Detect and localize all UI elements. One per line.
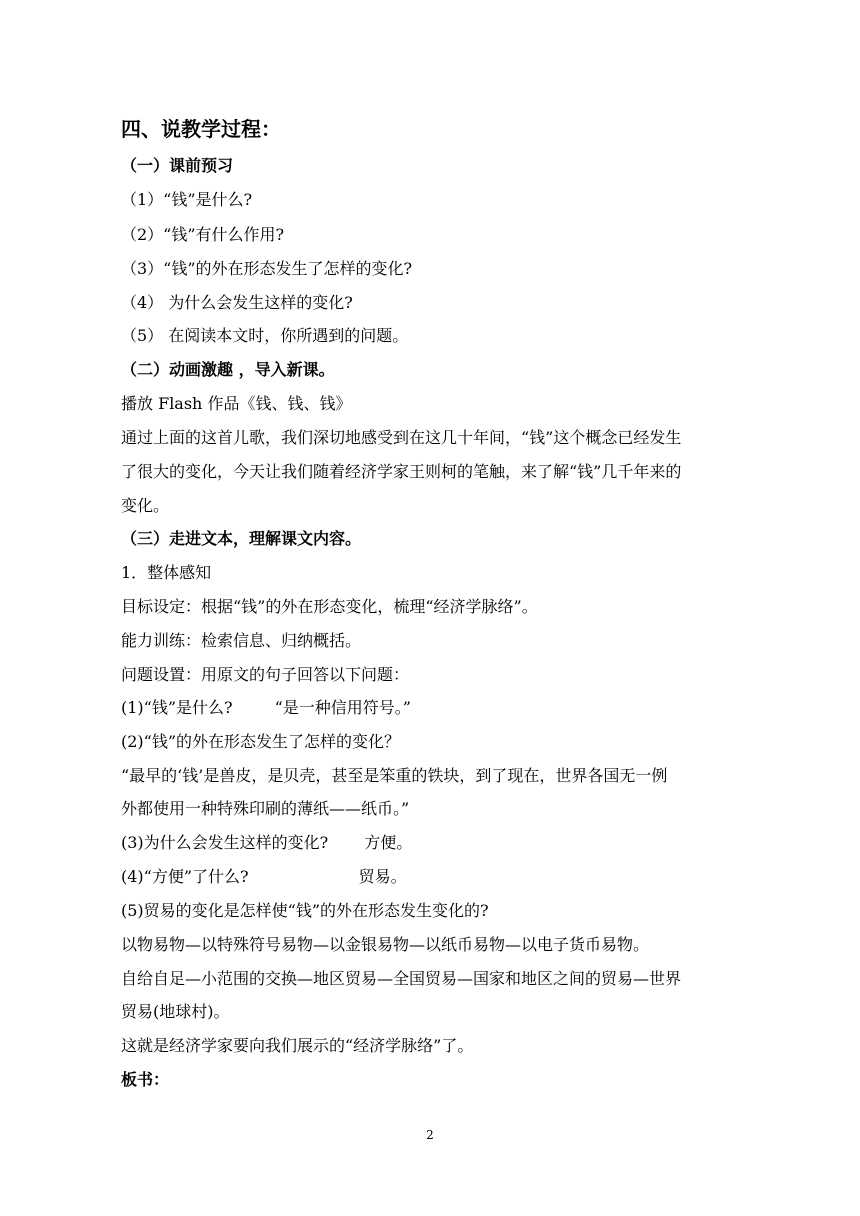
answer-3: 方便。 bbox=[364, 833, 413, 852]
answer-5-line-2: 自给自足—小范围的交换—地区贸易—全国贸易—国家和地区之间的贸易—世界 bbox=[121, 969, 682, 988]
skill-training: 能力训练：检索信息、归纳概括。 bbox=[121, 631, 362, 650]
paragraph-intro-line-1: 通过上面的这首儿歌，我们深切地感受到在这几十年间，“钱”这个概念已经发生 bbox=[121, 428, 682, 447]
preview-item-1: （1）“钱”是什么? bbox=[121, 190, 253, 209]
paragraph-intro-line-2: 了很大的变化，今天让我们随着经济学家王则柯的笔触，来了解“钱”几千年来的 bbox=[121, 462, 682, 481]
question-1: (1)“钱”是什么? bbox=[121, 698, 233, 717]
closing-sentence: 这就是经济学家要向我们展示的“经济学脉络”了。 bbox=[121, 1036, 474, 1055]
preview-item-2: （2）“钱”有什么作用? bbox=[121, 225, 285, 244]
question-setup: 问题设置：用原文的句子回答以下问题： bbox=[121, 665, 410, 684]
question-3: (3)为什么会发生这样的变化? bbox=[121, 833, 329, 852]
preview-item-3: （3）“钱”的外在形态发生了怎样的变化? bbox=[121, 259, 413, 278]
qa-row-3 bbox=[121, 833, 412, 853]
paragraph-flash: 播放 Flash 作品《钱、钱、钱》 bbox=[121, 394, 352, 413]
preview-item-4: （4） 为什么会发生这样的变化? bbox=[121, 293, 353, 312]
section-heading: 四、说教学过程： bbox=[121, 117, 281, 141]
subsection-title-preview: （一）课前预习 bbox=[121, 156, 234, 175]
answer-1: “是一种信用符号。” bbox=[274, 698, 411, 717]
answer-5-line-1: 以物易物—以特殊符号易物—以金银易物—以纸币易物—以电子货币易物。 bbox=[121, 935, 650, 954]
overall-perception: 1．整体感知 bbox=[121, 563, 212, 582]
answer-2-line-2: 外都使用一种特殊印刷的薄纸——纸币。” bbox=[121, 799, 410, 818]
subsection-title-text: （三）走进文本，理解课文内容。 bbox=[121, 529, 362, 548]
question-2: (2)“钱”的外在形态发生了怎样的变化？ bbox=[121, 732, 401, 751]
page-number: 2 bbox=[426, 1128, 434, 1142]
qa-row-4 bbox=[121, 867, 407, 887]
blackboard-label: 板书： bbox=[121, 1070, 170, 1089]
paragraph-intro-line-3: 变化。 bbox=[121, 496, 170, 515]
answer-5-line-3: 贸易(地球村)。 bbox=[121, 1002, 230, 1021]
preview-item-5: （5） 在阅读本文时，你所遇到的问题。 bbox=[121, 326, 409, 345]
goal-setting: 目标设定：根据“钱”的外在形态变化，梳理“经济学脉络”。 bbox=[121, 597, 538, 616]
question-4: (4)“方便”了什么? bbox=[121, 867, 249, 886]
answer-2-line-1: “最早的‘钱’是兽皮，是贝壳，甚至是笨重的铁块，到了现在，世界各国无一例 bbox=[121, 766, 668, 785]
qa-row-1 bbox=[121, 698, 411, 718]
answer-4: 贸易。 bbox=[358, 867, 407, 886]
subsection-title-animation: （二）动画激趣 ，导入新课。 bbox=[121, 360, 335, 379]
question-5: (5)贸易的变化是怎样使“钱”的外在形态发生变化的? bbox=[121, 901, 489, 920]
